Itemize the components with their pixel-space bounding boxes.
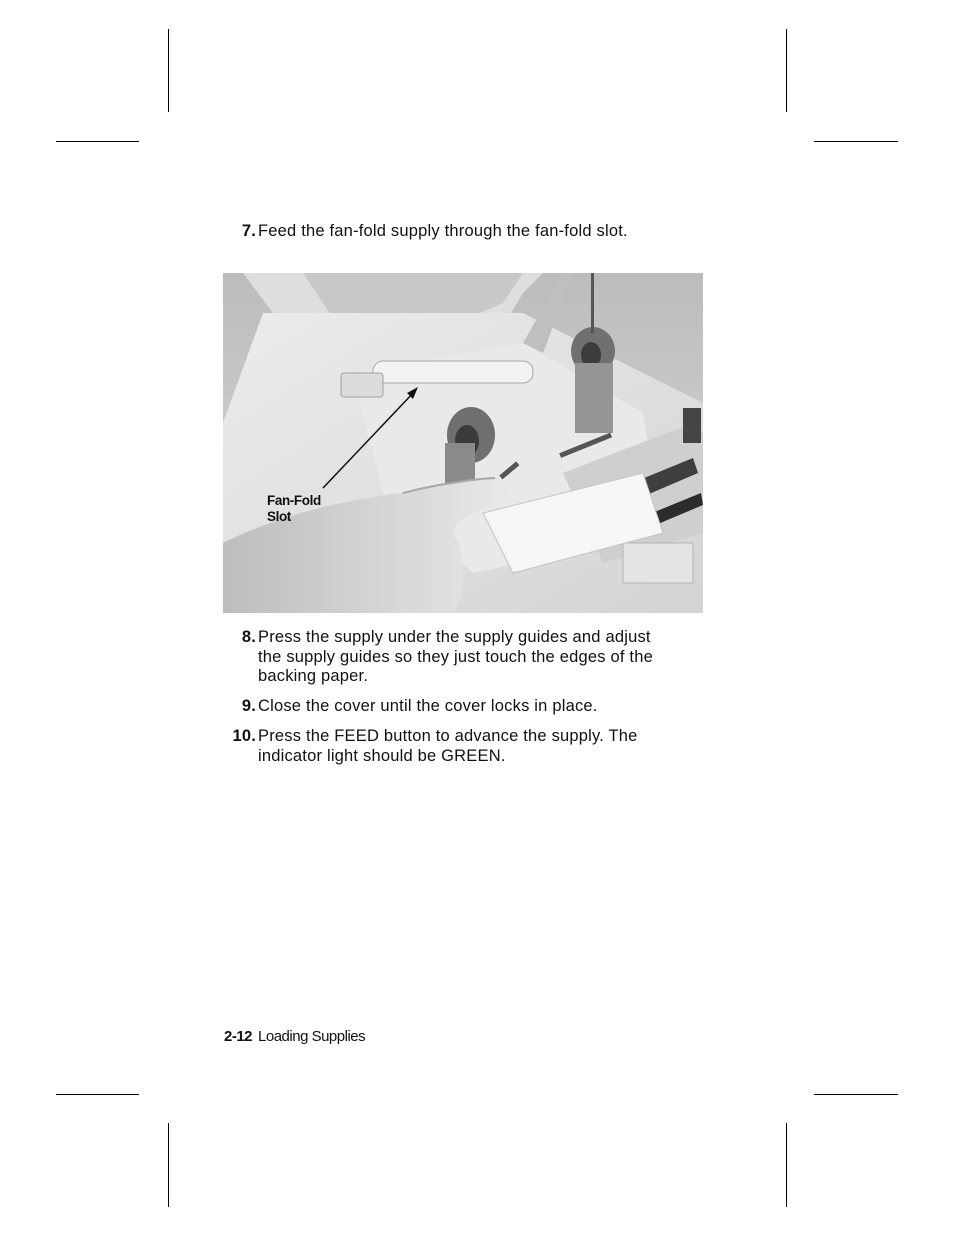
printer-illustration <box>223 273 703 613</box>
step-10 <box>224 727 704 766</box>
printer-photo <box>223 273 703 613</box>
step-text: Press the FEED button to advance the supply. The indicator light should be GREEN. <box>258 727 638 765</box>
callout-line-2: Slot <box>267 509 291 524</box>
step-8 <box>224 628 654 687</box>
crop-mark-bottom-left-vertical <box>168 1123 169 1207</box>
step-number: 10. <box>232 727 256 745</box>
step-text: Feed the fan-fold supply through the fan-fold slot. <box>258 222 628 240</box>
step-text: Press the supply under the supply guides and adjust the supply guides so they just touch the edges of the backing paper. <box>258 628 653 685</box>
step-9 <box>224 697 704 717</box>
crop-mark-bottom-right-vertical <box>786 1123 787 1207</box>
crop-mark-top-left-vertical <box>168 29 169 112</box>
section-title: Loading Supplies <box>258 1028 366 1045</box>
step-text: Close the cover until the cover locks in place. <box>258 697 598 715</box>
step-7 <box>224 222 704 242</box>
crop-mark-top-left-horizontal <box>56 141 139 142</box>
crop-mark-top-right-vertical <box>786 29 787 112</box>
step-number: 8. <box>241 628 256 646</box>
crop-mark-bottom-left-horizontal <box>56 1094 139 1095</box>
crop-mark-top-right-horizontal <box>814 141 898 142</box>
crop-mark-bottom-right-horizontal <box>814 1094 898 1095</box>
callout-line-1: Fan-Fold <box>267 493 321 508</box>
page-footer <box>224 1028 365 1045</box>
step-number: 7. <box>241 222 256 240</box>
page-number: 2-12 <box>224 1028 253 1045</box>
step-number: 9. <box>241 697 256 715</box>
callout-fan-fold-slot <box>267 493 321 525</box>
